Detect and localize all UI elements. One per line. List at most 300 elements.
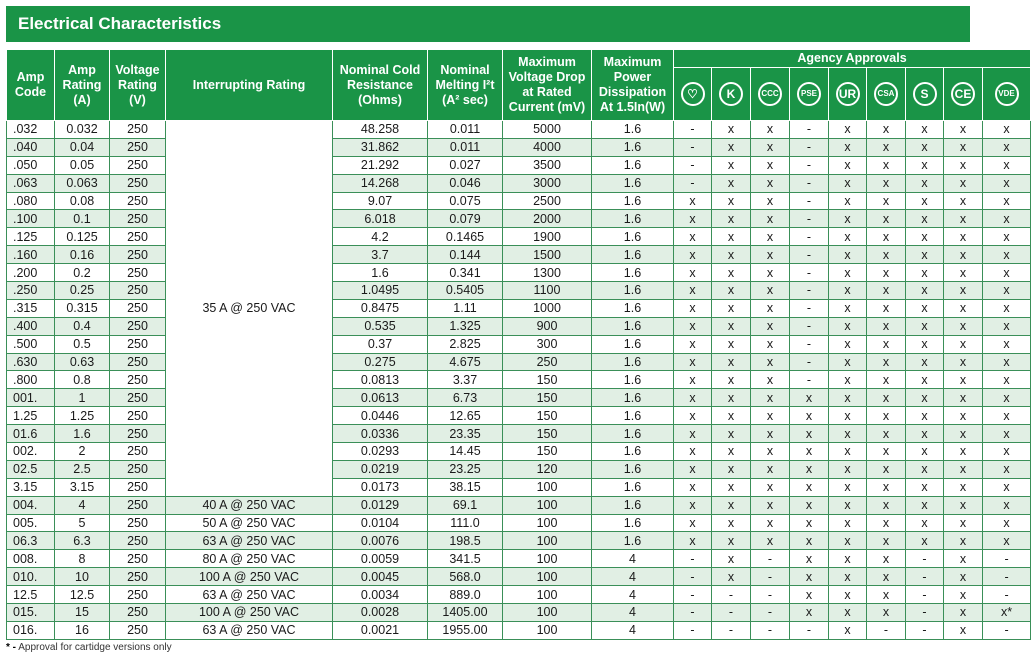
cell-approval-csa-mark: x [867, 443, 906, 461]
cell-approval-kc-mark: x [712, 425, 751, 443]
cell-approval-ccc-mark: x [751, 246, 790, 264]
cell-nominal-melting: 69.1 [428, 496, 503, 514]
cell-interrupting-rating-merged: 35 A @ 250 VAC [166, 121, 333, 497]
cell-approval-s-mark: - [906, 604, 944, 622]
cell-approval-kc-mark: x [712, 550, 751, 568]
cell-nominal-melting: 1.325 [428, 317, 503, 335]
cell-approval-csa-mark: x [867, 282, 906, 300]
cell-approval-csa-mark: x [867, 335, 906, 353]
cell-approval-ul-recognized: x [829, 604, 867, 622]
cell-max-voltage-drop: 100 [503, 568, 592, 586]
table-row [7, 121, 1031, 139]
cell-nominal-melting: 38.15 [428, 478, 503, 496]
cell-nominal-cold-resistance: 3.7 [333, 246, 428, 264]
cell-nominal-cold-resistance: 4.2 [333, 228, 428, 246]
cell-nominal-cold-resistance: 0.535 [333, 317, 428, 335]
cell-amp-code: .032 [7, 121, 55, 139]
cell-nominal-cold-resistance: 0.0219 [333, 460, 428, 478]
cell-nominal-melting: 23.25 [428, 460, 503, 478]
cell-nominal-cold-resistance: 9.07 [333, 192, 428, 210]
cell-max-power-dissipation: 1.6 [592, 264, 674, 282]
cell-nominal-melting: 568.0 [428, 568, 503, 586]
cell-amp-code: .250 [7, 282, 55, 300]
cell-approval-heart-mark: - [674, 156, 712, 174]
cell-max-power-dissipation: 1.6 [592, 335, 674, 353]
cell-nominal-cold-resistance: 0.0045 [333, 568, 428, 586]
table-row [7, 389, 1031, 407]
cell-max-power-dissipation: 1.6 [592, 496, 674, 514]
cell-approval-csa-mark: x [867, 228, 906, 246]
cell-max-voltage-drop: 900 [503, 317, 592, 335]
cell-approval-heart-mark: x [674, 228, 712, 246]
cell-approval-kc-mark: x [712, 460, 751, 478]
cell-max-voltage-drop: 2500 [503, 192, 592, 210]
header-s-mark-icon [906, 68, 944, 121]
cell-amp-rating: 0.25 [55, 282, 110, 300]
cell-approval-pse-mark: x [790, 460, 829, 478]
cell-approval-csa-mark: x [867, 371, 906, 389]
header-amp-rating: Amp Rating (A) [55, 50, 110, 121]
cell-approval-heart-mark: x [674, 353, 712, 371]
cell-approval-vde-mark: - [983, 550, 1031, 568]
cell-voltage-rating: 250 [110, 156, 166, 174]
cell-approval-ce-mark: x [944, 317, 983, 335]
footnote-text: Approval for cartidge versions only [18, 642, 172, 653]
cell-approval-ccc-mark: x [751, 443, 790, 461]
cell-approval-ul-recognized: x [829, 192, 867, 210]
cell-max-power-dissipation: 1.6 [592, 192, 674, 210]
cell-amp-rating: 4 [55, 496, 110, 514]
cell-approval-ce-mark: x [944, 282, 983, 300]
cell-amp-code: 015. [7, 604, 55, 622]
cell-approval-ce-mark: x [944, 460, 983, 478]
cell-approval-csa-mark: x [867, 407, 906, 425]
table-row [7, 496, 1031, 514]
cell-amp-rating: 0.5 [55, 335, 110, 353]
cell-approval-kc-mark: x [712, 228, 751, 246]
cell-voltage-rating: 250 [110, 192, 166, 210]
cell-approval-ccc-mark: x [751, 156, 790, 174]
cell-max-voltage-drop: 1300 [503, 264, 592, 282]
cell-amp-rating: 8 [55, 550, 110, 568]
cell-max-voltage-drop: 1500 [503, 246, 592, 264]
cell-approval-ul-recognized: x [829, 407, 867, 425]
cell-approval-ccc-mark: x [751, 282, 790, 300]
cell-voltage-rating: 250 [110, 568, 166, 586]
header-pse-mark-icon [790, 68, 829, 121]
cell-approval-heart-mark: x [674, 317, 712, 335]
cell-nominal-melting: 889.0 [428, 586, 503, 604]
cell-approval-ce-mark: x [944, 478, 983, 496]
cell-approval-ccc-mark: x [751, 138, 790, 156]
cell-max-power-dissipation: 4 [592, 550, 674, 568]
cell-approval-csa-mark: x [867, 210, 906, 228]
table-row [7, 460, 1031, 478]
cell-approval-heart-mark: x [674, 478, 712, 496]
cell-max-power-dissipation: 1.6 [592, 317, 674, 335]
cell-approval-csa-mark: x [867, 317, 906, 335]
cell-approval-csa-mark: - [867, 621, 906, 639]
cell-voltage-rating: 250 [110, 353, 166, 371]
cell-approval-s-mark: x [906, 496, 944, 514]
cell-max-voltage-drop: 120 [503, 460, 592, 478]
cell-approval-csa-mark: x [867, 586, 906, 604]
cell-approval-heart-mark: - [674, 586, 712, 604]
cell-approval-vde-mark: - [983, 621, 1031, 639]
cell-max-power-dissipation: 1.6 [592, 246, 674, 264]
table-row [7, 621, 1031, 639]
cell-amp-code: .400 [7, 317, 55, 335]
cell-approval-kc-mark: x [712, 568, 751, 586]
cell-nominal-melting: 0.011 [428, 121, 503, 139]
cell-nominal-cold-resistance: 0.0028 [333, 604, 428, 622]
cell-amp-code: 001. [7, 389, 55, 407]
cell-approval-vde-mark: x [983, 389, 1031, 407]
cell-nominal-melting: 4.675 [428, 353, 503, 371]
table-row [7, 174, 1031, 192]
cell-approval-heart-mark: - [674, 621, 712, 639]
cell-approval-pse-mark: - [790, 264, 829, 282]
cell-max-voltage-drop: 250 [503, 353, 592, 371]
header-voltage-rating: Voltage Rating (V) [110, 50, 166, 121]
cell-nominal-cold-resistance: 0.0293 [333, 443, 428, 461]
kc-mark-icon: K [719, 82, 743, 106]
header-interrupting-rating: Interrupting Rating [166, 50, 333, 121]
cell-approval-kc-mark: x [712, 532, 751, 550]
cell-max-voltage-drop: 300 [503, 335, 592, 353]
cell-amp-code: .063 [7, 174, 55, 192]
cell-approval-ccc-mark: - [751, 550, 790, 568]
cell-approval-s-mark: x [906, 317, 944, 335]
cell-voltage-rating: 250 [110, 478, 166, 496]
cell-nominal-melting: 111.0 [428, 514, 503, 532]
cell-approval-ce-mark: x [944, 532, 983, 550]
cell-approval-csa-mark: x [867, 568, 906, 586]
cell-nominal-melting: 341.5 [428, 550, 503, 568]
cell-interrupting-rating: 50 A @ 250 VAC [166, 514, 333, 532]
cell-approval-vde-mark: x [983, 532, 1031, 550]
cell-amp-code: 01.6 [7, 425, 55, 443]
cell-approval-pse-mark: - [790, 138, 829, 156]
cell-approval-ccc-mark: - [751, 604, 790, 622]
cell-interrupting-rating: 40 A @ 250 VAC [166, 496, 333, 514]
cell-voltage-rating: 250 [110, 371, 166, 389]
header-heart-mark-icon [674, 68, 712, 121]
cell-approval-s-mark: x [906, 156, 944, 174]
cell-max-voltage-drop: 3500 [503, 156, 592, 174]
cell-max-power-dissipation: 1.6 [592, 299, 674, 317]
cell-approval-vde-mark: x [983, 282, 1031, 300]
table-row [7, 138, 1031, 156]
cell-approval-pse-mark: x [790, 586, 829, 604]
cell-amp-code: .160 [7, 246, 55, 264]
header-nominal-melting: Nominal Melting I²t (A² sec) [428, 50, 503, 121]
cell-approval-pse-mark: - [790, 192, 829, 210]
cell-approval-kc-mark: x [712, 174, 751, 192]
cell-max-voltage-drop: 2000 [503, 210, 592, 228]
cell-approval-pse-mark: x [790, 425, 829, 443]
vde-mark-icon: VDE [995, 82, 1019, 106]
cell-approval-kc-mark: x [712, 353, 751, 371]
cell-approval-ccc-mark: x [751, 496, 790, 514]
cell-max-voltage-drop: 100 [503, 550, 592, 568]
cell-max-power-dissipation: 1.6 [592, 371, 674, 389]
cell-approval-pse-mark: - [790, 174, 829, 192]
cell-approval-heart-mark: - [674, 604, 712, 622]
cell-approval-kc-mark: x [712, 407, 751, 425]
section-title: Electrical Characteristics [18, 14, 222, 33]
cell-amp-code: .630 [7, 353, 55, 371]
cell-approval-ul-recognized: x [829, 246, 867, 264]
cell-nominal-cold-resistance: 0.0129 [333, 496, 428, 514]
table-row [7, 550, 1031, 568]
cell-interrupting-rating: 63 A @ 250 VAC [166, 621, 333, 639]
cell-max-power-dissipation: 4 [592, 586, 674, 604]
table-row [7, 335, 1031, 353]
cell-approval-ul-recognized: x [829, 174, 867, 192]
table-row [7, 604, 1031, 622]
cell-interrupting-rating: 63 A @ 250 VAC [166, 586, 333, 604]
cell-nominal-melting: 0.079 [428, 210, 503, 228]
cell-approval-ccc-mark: x [751, 335, 790, 353]
cell-amp-rating: 0.315 [55, 299, 110, 317]
cell-approval-csa-mark: x [867, 389, 906, 407]
cell-approval-s-mark: x [906, 460, 944, 478]
cell-amp-rating: 0.063 [55, 174, 110, 192]
cell-approval-pse-mark: x [790, 407, 829, 425]
header-ul-recognized-icon [829, 68, 867, 121]
cell-approval-ul-recognized: x [829, 514, 867, 532]
cell-amp-code: 004. [7, 496, 55, 514]
section-title-bar [6, 6, 970, 42]
cell-nominal-cold-resistance: 1.6 [333, 264, 428, 282]
cell-approval-vde-mark: x [983, 353, 1031, 371]
cell-voltage-rating: 250 [110, 174, 166, 192]
cell-approval-csa-mark: x [867, 138, 906, 156]
cell-approval-ul-recognized: x [829, 621, 867, 639]
cell-approval-vde-mark: x [983, 460, 1031, 478]
cell-max-voltage-drop: 150 [503, 443, 592, 461]
cell-approval-kc-mark: x [712, 299, 751, 317]
cell-approval-kc-mark: x [712, 335, 751, 353]
cell-max-power-dissipation: 1.6 [592, 425, 674, 443]
cell-nominal-melting: 1405.00 [428, 604, 503, 622]
table-row [7, 264, 1031, 282]
cell-approval-s-mark: - [906, 621, 944, 639]
cell-approval-s-mark: x [906, 407, 944, 425]
cell-approval-vde-mark: x [983, 264, 1031, 282]
heart-mark-icon: ♡ [681, 82, 705, 106]
cell-approval-vde-mark: - [983, 568, 1031, 586]
cell-approval-s-mark: x [906, 514, 944, 532]
cell-approval-vde-mark: x [983, 121, 1031, 139]
cell-nominal-cold-resistance: 0.275 [333, 353, 428, 371]
cell-voltage-rating: 250 [110, 496, 166, 514]
cell-approval-vde-mark: x [983, 299, 1031, 317]
table-row [7, 353, 1031, 371]
cell-max-voltage-drop: 100 [503, 514, 592, 532]
cell-approval-csa-mark: x [867, 478, 906, 496]
cell-max-power-dissipation: 1.6 [592, 532, 674, 550]
cell-amp-rating: 0.08 [55, 192, 110, 210]
cell-approval-ul-recognized: x [829, 389, 867, 407]
cell-nominal-melting: 0.011 [428, 138, 503, 156]
cell-amp-rating: 0.05 [55, 156, 110, 174]
cell-approval-s-mark: x [906, 174, 944, 192]
cell-approval-ul-recognized: x [829, 532, 867, 550]
cell-nominal-cold-resistance: 0.0613 [333, 389, 428, 407]
cell-interrupting-rating: 63 A @ 250 VAC [166, 532, 333, 550]
cell-approval-pse-mark: x [790, 514, 829, 532]
cell-nominal-melting: 0.075 [428, 192, 503, 210]
cell-amp-code: 016. [7, 621, 55, 639]
cell-nominal-melting: 12.65 [428, 407, 503, 425]
cell-amp-code: .040 [7, 138, 55, 156]
cell-approval-kc-mark: x [712, 478, 751, 496]
cell-amp-rating: 2 [55, 443, 110, 461]
header-amp-code: Amp Code [7, 50, 55, 121]
cell-approval-heart-mark: - [674, 174, 712, 192]
footnote [6, 642, 172, 653]
electrical-characteristics-table [6, 49, 1031, 640]
cell-approval-s-mark: x [906, 353, 944, 371]
cell-approval-ce-mark: x [944, 353, 983, 371]
cell-amp-rating: 0.4 [55, 317, 110, 335]
cell-amp-code: 002. [7, 443, 55, 461]
table-row [7, 246, 1031, 264]
cell-approval-ccc-mark: x [751, 228, 790, 246]
cell-amp-code: .200 [7, 264, 55, 282]
cell-approval-pse-mark: - [790, 246, 829, 264]
cell-voltage-rating: 250 [110, 389, 166, 407]
cell-approval-vde-mark: x [983, 138, 1031, 156]
header-vde-mark-icon [983, 68, 1031, 121]
ul-recognized-icon: UR [836, 82, 860, 106]
cell-approval-ul-recognized: x [829, 299, 867, 317]
cell-approval-ul-recognized: x [829, 121, 867, 139]
cell-approval-heart-mark: - [674, 121, 712, 139]
cell-approval-ul-recognized: x [829, 138, 867, 156]
cell-nominal-melting: 0.027 [428, 156, 503, 174]
cell-approval-ce-mark: x [944, 389, 983, 407]
cell-max-power-dissipation: 4 [592, 604, 674, 622]
cell-nominal-cold-resistance: 0.0173 [333, 478, 428, 496]
cell-approval-vde-mark: x [983, 335, 1031, 353]
cell-max-voltage-drop: 100 [503, 496, 592, 514]
cell-amp-code: .800 [7, 371, 55, 389]
cell-voltage-rating: 250 [110, 317, 166, 335]
header-agency-approvals: Agency Approvals [674, 50, 1031, 68]
cell-amp-rating: 1.25 [55, 407, 110, 425]
cell-approval-heart-mark: x [674, 210, 712, 228]
cell-voltage-rating: 250 [110, 460, 166, 478]
cell-amp-rating: 0.8 [55, 371, 110, 389]
cell-amp-code: 1.25 [7, 407, 55, 425]
table-row [7, 210, 1031, 228]
cell-amp-code: .125 [7, 228, 55, 246]
cell-approval-heart-mark: x [674, 443, 712, 461]
cell-approval-ce-mark: x [944, 174, 983, 192]
cell-voltage-rating: 250 [110, 138, 166, 156]
cell-max-voltage-drop: 1900 [503, 228, 592, 246]
cell-approval-heart-mark: x [674, 264, 712, 282]
cell-amp-rating: 16 [55, 621, 110, 639]
cell-max-power-dissipation: 1.6 [592, 514, 674, 532]
cell-approval-ccc-mark: x [751, 532, 790, 550]
cell-max-power-dissipation: 1.6 [592, 156, 674, 174]
cell-nominal-melting: 0.144 [428, 246, 503, 264]
table-row [7, 282, 1031, 300]
cell-approval-vde-mark: x [983, 174, 1031, 192]
cell-approval-heart-mark: x [674, 532, 712, 550]
cell-approval-ul-recognized: x [829, 156, 867, 174]
cell-approval-csa-mark: x [867, 514, 906, 532]
cell-amp-code: 010. [7, 568, 55, 586]
header-ce-mark-icon [944, 68, 983, 121]
cell-voltage-rating: 250 [110, 443, 166, 461]
cell-approval-ce-mark: x [944, 604, 983, 622]
csa-mark-icon: CSA [874, 82, 898, 106]
cell-amp-code: 06.3 [7, 532, 55, 550]
cell-approval-s-mark: x [906, 478, 944, 496]
cell-nominal-cold-resistance: 0.0034 [333, 586, 428, 604]
cell-amp-rating: 6.3 [55, 532, 110, 550]
cell-max-voltage-drop: 150 [503, 425, 592, 443]
cell-nominal-melting: 0.341 [428, 264, 503, 282]
cell-amp-rating: 0.63 [55, 353, 110, 371]
cell-max-power-dissipation: 1.6 [592, 460, 674, 478]
cell-max-power-dissipation: 1.6 [592, 407, 674, 425]
cell-amp-code: 3.15 [7, 478, 55, 496]
cell-nominal-cold-resistance: 14.268 [333, 174, 428, 192]
cell-approval-kc-mark: x [712, 371, 751, 389]
cell-nominal-cold-resistance: 0.8475 [333, 299, 428, 317]
cell-approval-pse-mark: - [790, 335, 829, 353]
cell-amp-code: 02.5 [7, 460, 55, 478]
cell-nominal-cold-resistance: 48.258 [333, 121, 428, 139]
cell-approval-ccc-mark: x [751, 353, 790, 371]
cell-approval-csa-mark: x [867, 532, 906, 550]
cell-approval-csa-mark: x [867, 174, 906, 192]
cell-max-voltage-drop: 100 [503, 586, 592, 604]
cell-approval-heart-mark: x [674, 407, 712, 425]
cell-max-voltage-drop: 5000 [503, 121, 592, 139]
cell-approval-s-mark: - [906, 568, 944, 586]
cell-approval-ce-mark: x [944, 192, 983, 210]
cell-amp-rating: 12.5 [55, 586, 110, 604]
cell-approval-kc-mark: x [712, 210, 751, 228]
cell-approval-pse-mark: - [790, 621, 829, 639]
cell-approval-heart-mark: x [674, 246, 712, 264]
cell-amp-rating: 0.16 [55, 246, 110, 264]
cell-approval-ul-recognized: x [829, 425, 867, 443]
table-row [7, 568, 1031, 586]
cell-approval-ul-recognized: x [829, 550, 867, 568]
cell-max-voltage-drop: 1000 [503, 299, 592, 317]
header-csa-mark-icon [867, 68, 906, 121]
cell-approval-ce-mark: x [944, 586, 983, 604]
cell-approval-csa-mark: x [867, 604, 906, 622]
cell-interrupting-rating: 80 A @ 250 VAC [166, 550, 333, 568]
cell-approval-ul-recognized: x [829, 443, 867, 461]
cell-max-power-dissipation: 1.6 [592, 138, 674, 156]
cell-approval-pse-mark: x [790, 550, 829, 568]
cell-approval-kc-mark: x [712, 246, 751, 264]
cell-approval-vde-mark: x [983, 407, 1031, 425]
cell-approval-vde-mark: x [983, 156, 1031, 174]
cell-approval-ul-recognized: x [829, 478, 867, 496]
cell-approval-kc-mark: x [712, 282, 751, 300]
